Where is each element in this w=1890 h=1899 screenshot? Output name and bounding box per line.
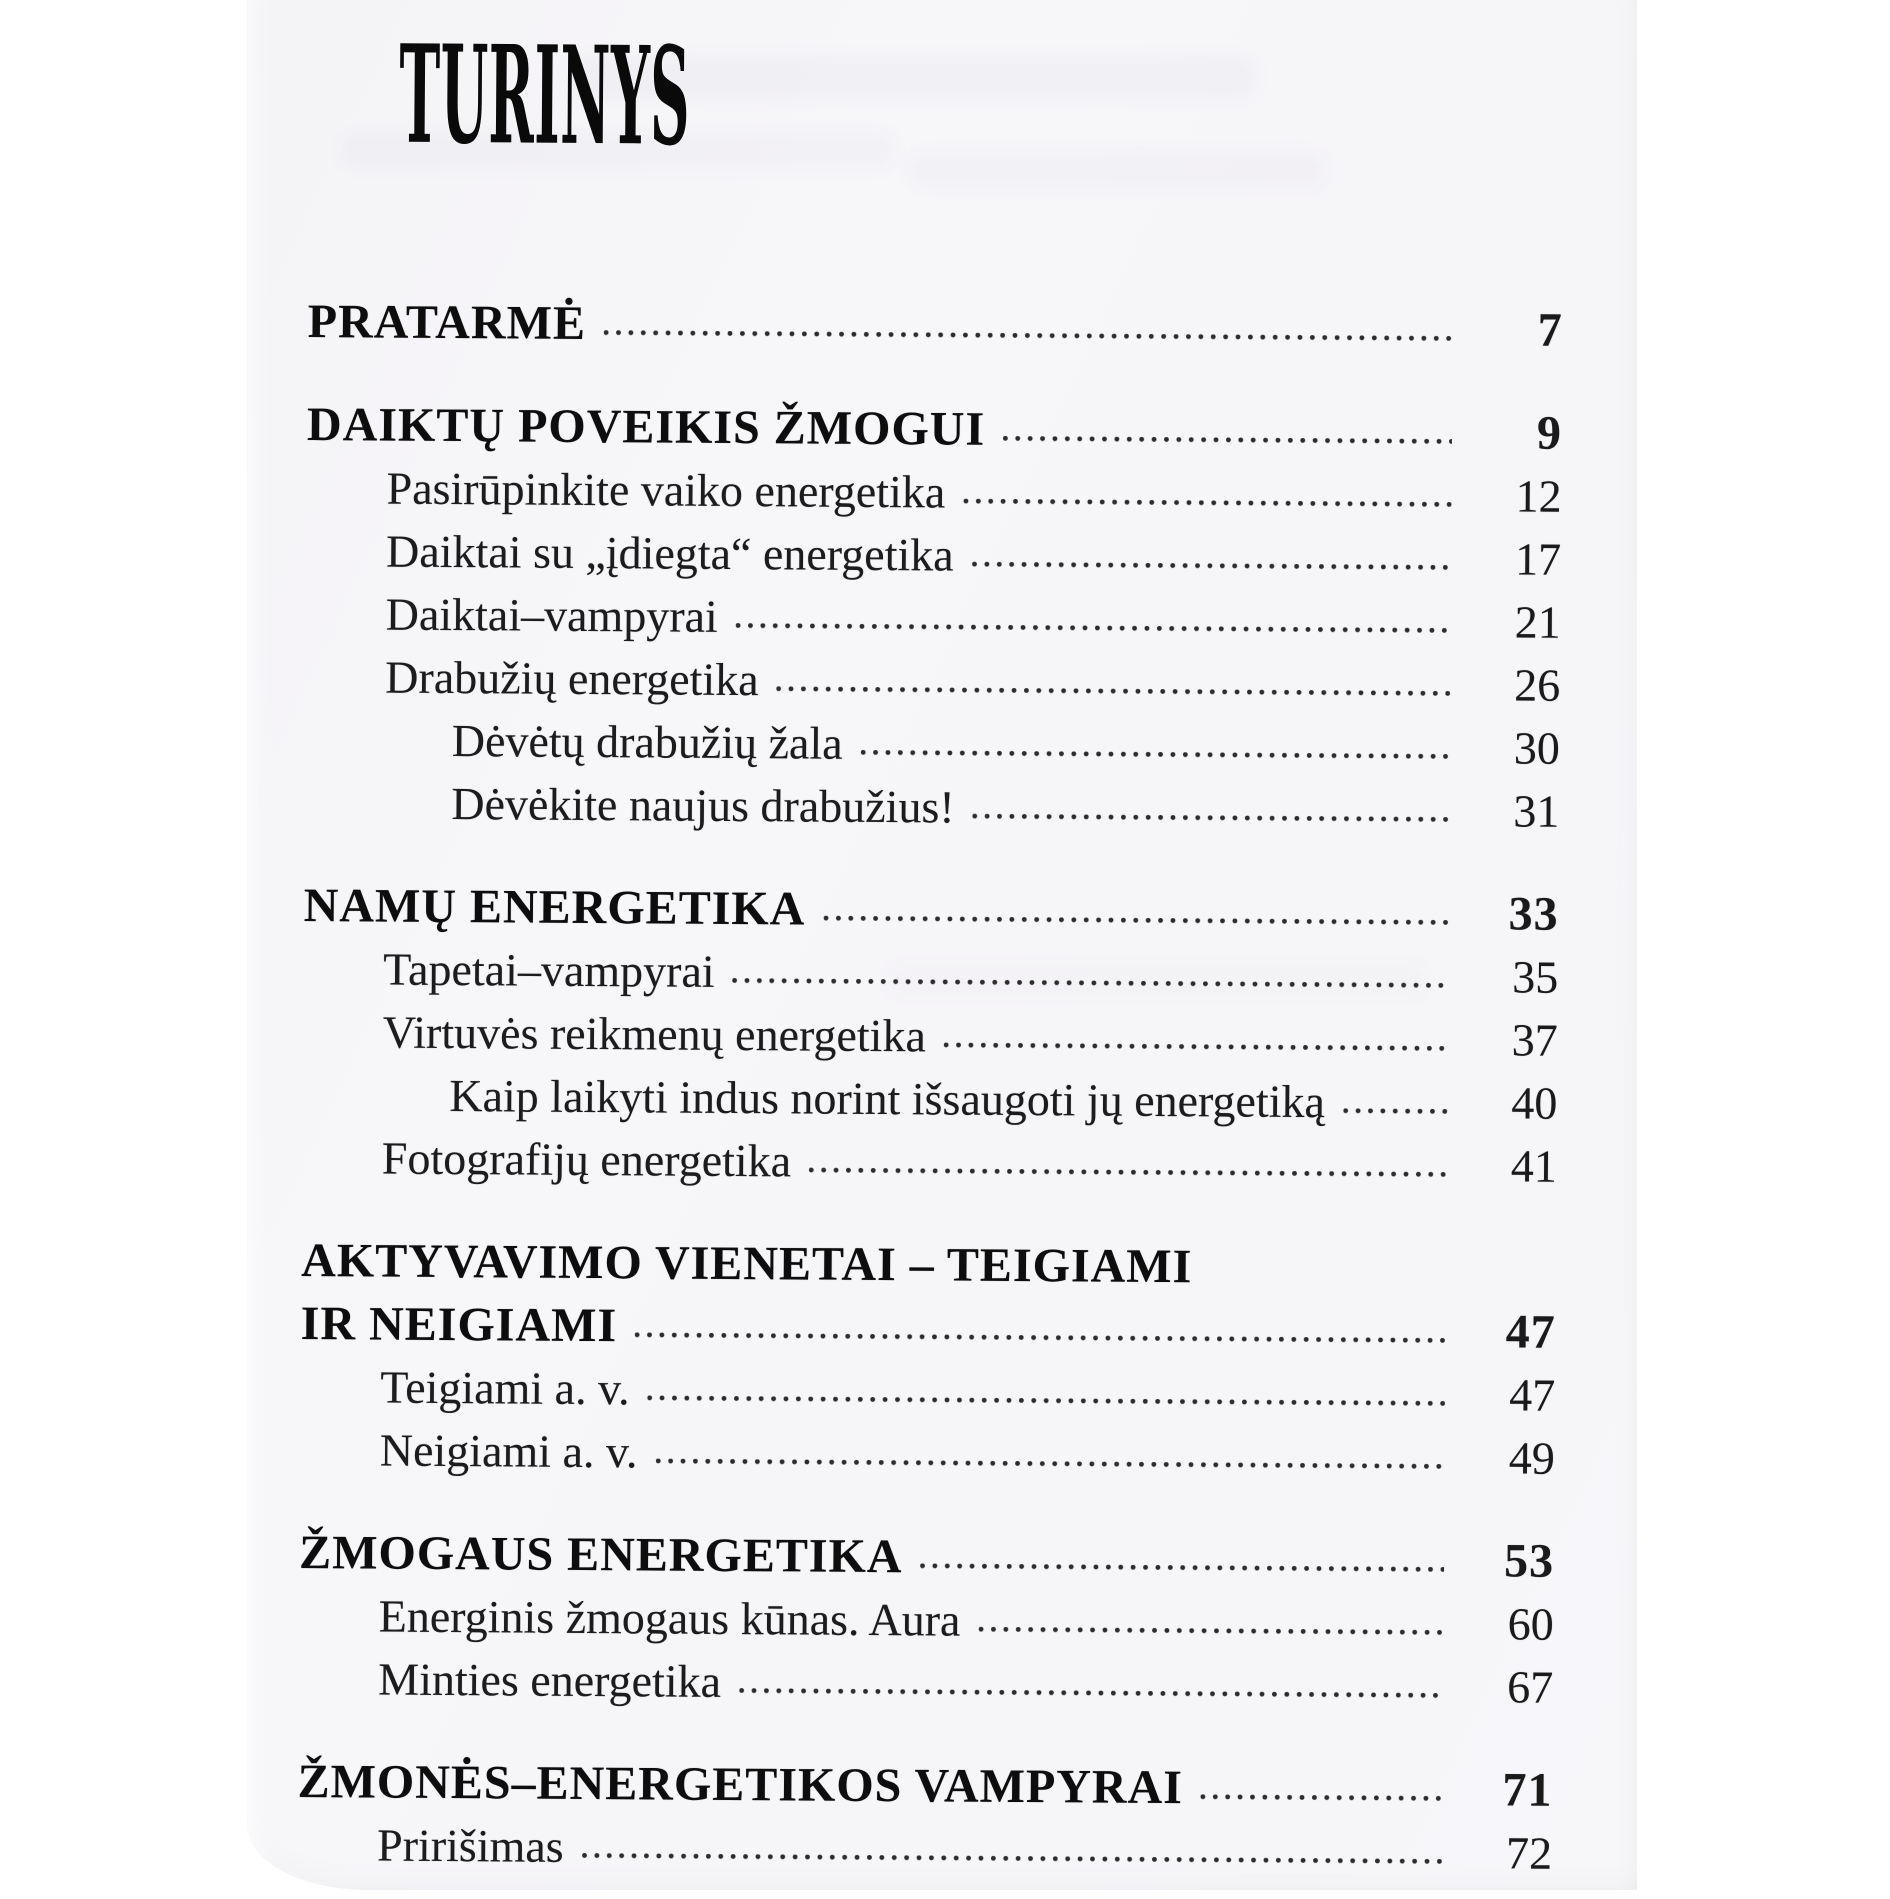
toc-entry-page: 41 — [1510, 1140, 1558, 1192]
toc-entry-page: 40 — [1511, 1077, 1558, 1129]
toc-entry-label: Fotografijų energetika — [381, 1132, 792, 1187]
toc-entry-page: 31 — [1513, 785, 1560, 837]
dot-leader — [1201, 1794, 1443, 1801]
toc-entry — [297, 1750, 1552, 1822]
dot-leader — [861, 749, 1450, 758]
dot-leader — [809, 1167, 1447, 1176]
toc-entry-page: 53 — [1503, 1534, 1555, 1588]
table-of-contents — [234, 0, 1637, 1899]
toc-entry — [308, 290, 1563, 362]
toc-entry-label: Teigiami a. v. — [380, 1361, 630, 1415]
toc-entry-page: 26 — [1514, 659, 1561, 711]
toc-entry — [378, 1648, 1553, 1719]
dot-leader — [963, 498, 1451, 506]
toc-entry-page: 9 — [1536, 406, 1563, 460]
dot-leader — [635, 1332, 1446, 1343]
dot-leader — [739, 1688, 1443, 1698]
toc-list — [297, 250, 1563, 1885]
toc-entry-label: Kaip laikyti indus norint išsaugoti jų energetiką — [449, 1070, 1326, 1128]
toc-entry — [301, 1292, 1556, 1364]
toc-entry — [386, 457, 1561, 528]
toc-entry — [452, 709, 1560, 780]
toc-entry — [299, 1521, 1554, 1593]
toc-entry-label: Daiktai su „įdiegta“ energetika — [385, 525, 954, 581]
dot-leader — [823, 915, 1448, 924]
toc-entry-label: ŽMONĖS–ENERGETIKOS VAMPYRAI — [297, 1754, 1184, 1815]
toc-entry-label: Dėvėtų drabužių žala — [451, 715, 843, 769]
dot-leader — [736, 623, 1451, 633]
toc-entry-label: Energinis žmogaus kūnas. Aura — [378, 1590, 961, 1646]
toc-entry-label: PRATARMĖ — [307, 295, 587, 350]
toc-entry — [385, 583, 1560, 654]
toc-entry-page: 35 — [1512, 951, 1559, 1003]
dot-leader — [1343, 1108, 1447, 1114]
toc-entry-page: 49 — [1508, 1432, 1556, 1484]
dot-leader — [972, 561, 1451, 569]
toc-entry — [380, 1356, 1555, 1427]
toc-entry-page: 71 — [1502, 1763, 1553, 1817]
dot-leader — [648, 1395, 1446, 1406]
toc-entry-page: 17 — [1514, 533, 1562, 585]
toc-entry — [386, 520, 1561, 591]
toc-entry — [380, 1419, 1555, 1490]
toc-entry-label: Pririšimas — [376, 1819, 564, 1872]
dot-leader — [1003, 435, 1452, 443]
toc-entry-page: 33 — [1508, 887, 1559, 941]
toc-entry-label: Pasirūpinkite vaiko energetika — [386, 462, 946, 518]
toc-entry-page: 21 — [1514, 596, 1561, 648]
dot-leader — [777, 686, 1451, 696]
toc-entry — [378, 1585, 1553, 1656]
toc-entry-label: IR NEIGIAMI — [300, 1296, 618, 1353]
toc-entry-page: 12 — [1515, 470, 1562, 522]
toc-entry-label: Drabužių energetika — [385, 651, 759, 706]
dot-leader — [655, 1458, 1444, 1469]
toc-entry-label: Tapetai–vampyrai — [383, 943, 715, 997]
toc-entry-page: 7 — [1537, 303, 1563, 357]
toc-entry-page — [1464, 1284, 1556, 1285]
toc-entry — [383, 1001, 1558, 1072]
toc-entry-label: Virtuvės reikmenų energetika — [382, 1006, 927, 1062]
toc-entry-page: 47 — [1509, 1369, 1556, 1421]
toc-entry — [303, 874, 1558, 946]
toc-entry — [307, 393, 1562, 465]
toc-entry — [451, 772, 1559, 843]
toc-entry — [382, 1127, 1557, 1198]
toc-entry-label: Minties energetika — [378, 1653, 722, 1707]
toc-entry-page: 60 — [1507, 1598, 1554, 1650]
dot-leader — [604, 330, 1453, 341]
dot-leader — [973, 813, 1450, 821]
dot-leader — [978, 1626, 1443, 1634]
toc-entry — [449, 1064, 1557, 1135]
dot-leader — [582, 1852, 1442, 1863]
toc-entry-page: 47 — [1505, 1305, 1556, 1359]
page-title: TURINYS — [398, 14, 691, 176]
dot-leader — [944, 1042, 1448, 1051]
toc-entry-label: Daiktai–vampyrai — [385, 588, 718, 642]
toc-entry-page: 30 — [1513, 722, 1560, 774]
toc-entry-label: Neigiami a. v. — [379, 1424, 638, 1478]
toc-entry-page: 72 — [1505, 1827, 1553, 1879]
toc-entry — [377, 1814, 1552, 1885]
book-page — [247, 0, 1637, 1890]
toc-entry-page: 67 — [1507, 1661, 1554, 1713]
dot-leader — [920, 1563, 1444, 1572]
toc-entry — [385, 646, 1560, 717]
toc-entry — [383, 938, 1558, 1009]
toc-entry-page: 37 — [1511, 1014, 1558, 1066]
toc-entry-label: AKTYVAVIMO VIENETAI – TEIGIAMI — [301, 1233, 1193, 1294]
toc-entry — [301, 1229, 1556, 1301]
dot-leader — [733, 977, 1449, 987]
toc-entry-label: NAMŲ ENERGETIKA — [303, 878, 806, 936]
toc-entry-label: Dėvėkite naujus drabužius! — [451, 778, 955, 833]
toc-entry-label: ŽMOGAUS ENERGETIKA — [298, 1525, 903, 1584]
toc-entry-label: DAIKTŲ POVEIKIS ŽMOGUI — [306, 398, 986, 456]
